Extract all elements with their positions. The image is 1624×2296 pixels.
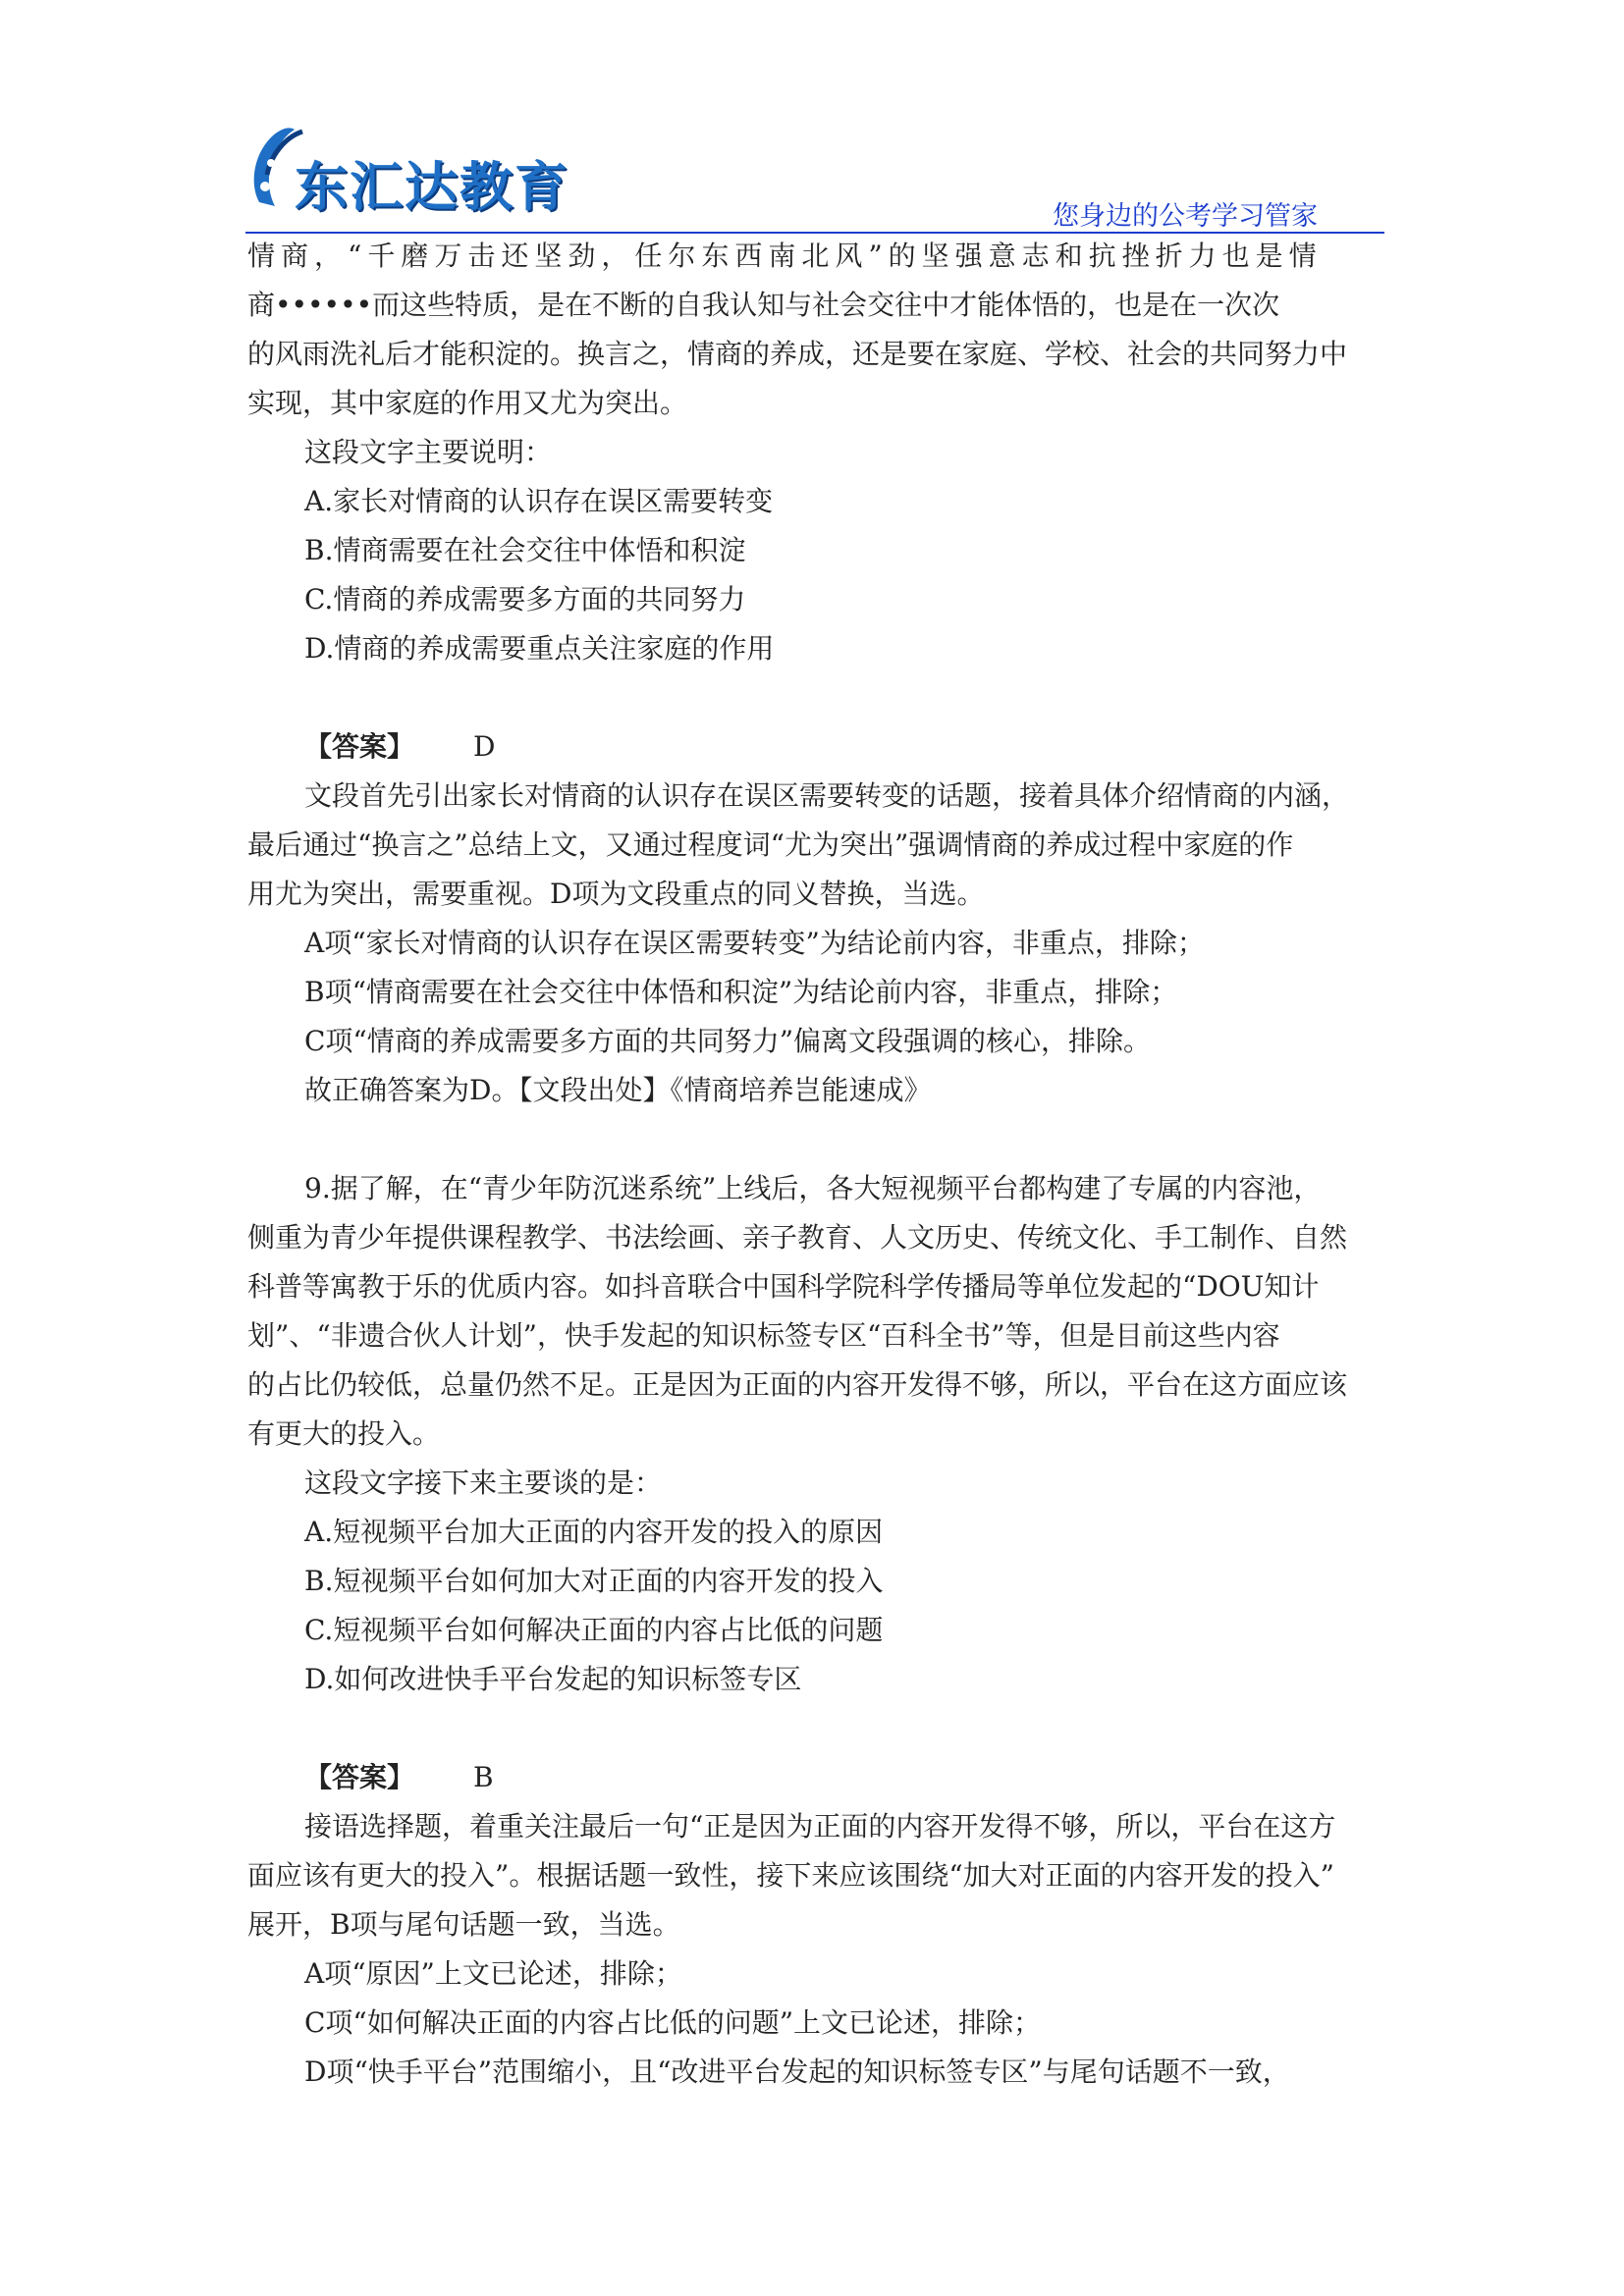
q8-option-d: D.情商的养成需要重点关注家庭的作用: [304, 632, 775, 665]
q9-option-b: B.短视频平台如何加大对正面的内容开发的投入: [304, 1565, 884, 1597]
explanation-line: 用尤为突出，需要重视。D项为文段重点的同义替换，当选。: [247, 878, 985, 910]
q8-answer: [247, 722, 1392, 772]
q8-option-b: B.情商需要在社会交往中体悟和积淀: [304, 534, 746, 566]
q9-passage: [247, 1164, 1392, 1459]
exclusion-line: A项“原因”上文已论述，排除；: [304, 1957, 682, 1990]
q8-option-c: C.情商的养成需要多方面的共同努力: [304, 583, 746, 615]
q9-option-a: A.短视频平台加大正面的内容开发的投入的原因: [304, 1516, 884, 1548]
q9-answer: [247, 1753, 1392, 1802]
explanation-line: 展开，B项与尾句话题一致，当选。: [247, 1908, 680, 1941]
q8-option-a: A.家长对情商的认识存在误区需要转变: [304, 485, 774, 517]
q8-stem: 这段文字主要说明：: [304, 436, 553, 468]
passage-line: 实现，其中家庭的作用又尤为突出。: [247, 387, 688, 419]
answer-label: 【答案】: [304, 730, 415, 763]
passage-line: 有更大的投入。: [247, 1417, 441, 1450]
passage-line: 情商，“千磨万击还坚劲，任尔东西南北风”的坚强意志和抗挫折力也是情: [247, 240, 1323, 272]
q9-option-d: D.如何改进快手平台发起的知识标签专区: [304, 1663, 802, 1695]
explanation-line: 最后通过“换言之”总结上文，又通过程度词“尤为突出”强调情商的养成过程中家庭的作: [247, 828, 1294, 861]
exclusion-line: B项“情商需要在社会交往中体悟和积淀”为结论前内容，非重点，排除；: [304, 976, 1178, 1008]
q9-stem: 这段文字接下来主要谈的是：: [304, 1467, 663, 1499]
exclusion-line: C项“如何解决正面的内容占比低的问题”上文已论述，排除；: [304, 2006, 1042, 2039]
conclusion-line: 故正确答案为D。【文段出处】《情商培养岂能速成》: [304, 1074, 932, 1106]
passage-line: 侧重为青少年提供课程教学、书法绘画、亲子教育、人文历史、传统文化、手工制作、自然: [247, 1221, 1348, 1254]
passage-line: 科普等寓教于乐的优质内容。如抖音联合中国科学院科学传播局等单位发起的“DOU知计: [247, 1270, 1320, 1303]
passage-line: 的占比仍较低，总量仍然不足。正是因为正面的内容开发得不够，所以，平台在这方面应该: [247, 1368, 1348, 1401]
explanation-line: 面应该有更大的投入”。根据话题一致性，接下来应该围绕“加大对正面的内容开发的投入”: [247, 1859, 1334, 1892]
passage-line: 商••••••而这些特质，是在不断的自我认知与社会交往中才能体悟的，也是在一次次: [247, 289, 1280, 321]
explanation-line: 文段首先引出家长对情商的认识存在误区需要转变的话题，接着具体介绍情商的内涵，: [304, 779, 1350, 812]
q9-option-c: C.短视频平台如何解决正面的内容占比低的问题: [304, 1614, 884, 1646]
explanation-line: 接语选择题，着重关注最后一句“正是因为正面的内容开发得不够，所以，平台在这方: [304, 1810, 1336, 1842]
page-header: [0, 0, 1624, 236]
exclusion-line: D项“快手平台”范围缩小，且“改进平台发起的知识标签专区”与尾句话题不一致，: [304, 2056, 1290, 2088]
answer-label: 【答案】: [304, 1761, 415, 1793]
page-content: [247, 232, 1392, 2097]
exclusion-line: A项“家长对情商的认识存在误区需要转变”为结论前内容，非重点，排除；: [304, 927, 1205, 959]
answer-letter: B: [473, 1761, 494, 1793]
exclusion-line: C项“情商的养成需要多方面的共同努力”偏离文段强调的核心，排除。: [304, 1025, 1152, 1057]
passage-line: 的风雨洗礼后才能积淀的。换言之，情商的养成，还是要在家庭、学校、社会的共同努力中: [247, 338, 1348, 370]
q8-passage: [247, 232, 1392, 428]
logo-text: 东汇达教育: [295, 156, 569, 218]
passage-line: 划”、“非遗合伙人计划”，快手发起的知识标签专区“百科全书”等，但是目前这些内容: [247, 1319, 1280, 1352]
passage-line: 9.据了解，在“青少年防沉迷系统”上线后，各大短视频平台都构建了专属的内容池，: [304, 1172, 1322, 1204]
answer-letter: D: [473, 730, 496, 763]
header-tagline: 您身边的公考学习管家: [1053, 201, 1318, 232]
